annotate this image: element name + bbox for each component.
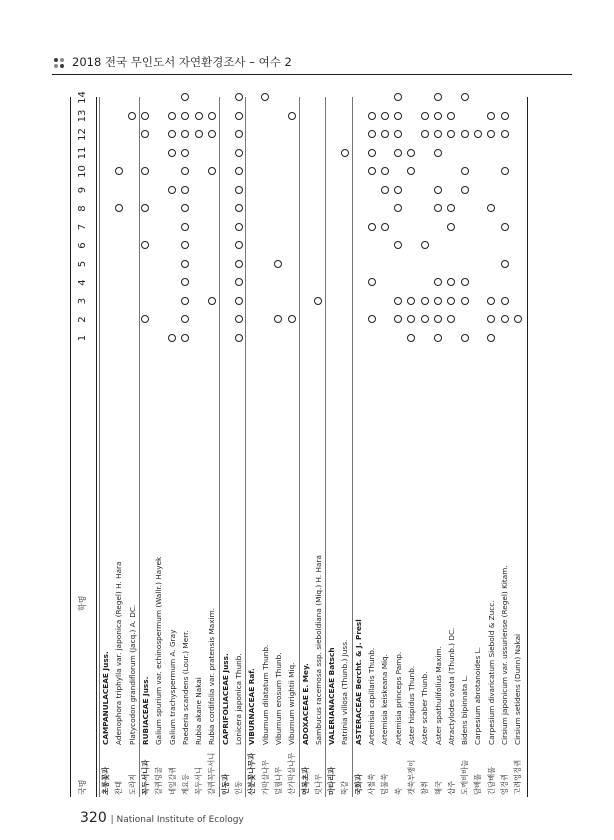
presence-circle-icon <box>368 223 376 231</box>
scientific-name: Rubia cordifolia var. pratensis Maxim. <box>207 607 217 745</box>
scientific-name: Carpesium abrotanoides L. <box>473 646 483 745</box>
scientific-name: Adenophora triphylla var. japonica (Regel) H. Hara <box>114 561 124 745</box>
presence-circle-icon <box>487 112 495 120</box>
presence-circle-icon <box>501 112 509 120</box>
presence-circle-icon <box>168 149 176 157</box>
presence-circle-icon <box>434 205 442 213</box>
species-row <box>127 97 139 797</box>
presence-circle-icon <box>434 279 442 287</box>
site-column-1: 1 <box>77 334 88 342</box>
presence-circle-icon <box>434 149 442 157</box>
site-column-7: 7 <box>77 223 88 231</box>
presence-circle-icon <box>368 131 376 139</box>
presence-circle-icon <box>461 334 469 342</box>
scientific-name: Artemisia princeps Pamp. <box>393 651 403 745</box>
presence-circle-icon <box>274 316 282 324</box>
presence-circle-icon <box>407 149 415 157</box>
presence-circle-icon <box>381 168 389 176</box>
scientific-name: Platycodon grandiflorum (Jacq.) A. DC. <box>127 604 137 745</box>
presence-circle-icon <box>461 131 469 139</box>
scientific-name: Viburnum erosum Thunb. <box>273 652 283 745</box>
presence-circle-icon <box>381 131 389 139</box>
header-dots-icon <box>54 58 66 68</box>
presence-circle-icon <box>181 168 189 176</box>
presence-circle-icon <box>487 131 495 139</box>
site-column-12: 12 <box>77 128 88 141</box>
header-title: 2018 전국 무인도서 자연환경조사 – 여수 2 <box>72 55 292 69</box>
family-row <box>326 97 338 797</box>
scientific-name: Lonicera japonica Thunb. <box>234 653 243 745</box>
presence-circle-icon <box>394 112 402 120</box>
presence-circle-icon <box>461 168 469 176</box>
page-number: 320 <box>80 810 107 826</box>
species-row <box>273 97 285 797</box>
species-row <box>206 97 218 797</box>
species-row <box>446 97 458 797</box>
page-footer <box>80 810 244 826</box>
presence-circle-icon <box>288 112 296 120</box>
korean-name: 인동과 <box>220 773 230 795</box>
species-row <box>233 97 245 797</box>
presence-circle-icon <box>235 186 243 194</box>
scientific-name: ASTERACEAE Bercht. & J. Presl <box>353 619 363 745</box>
presence-circle-icon <box>434 297 442 305</box>
site-column-9: 9 <box>77 186 88 194</box>
presence-circle-icon <box>421 112 429 120</box>
presence-circle-icon <box>168 131 176 139</box>
scientific-name: CAMPANULACEAE Juss. <box>101 651 110 745</box>
korean-name: 덤불쑥 <box>380 773 390 795</box>
presence-circle-icon <box>461 94 469 102</box>
presence-circle-icon <box>235 223 243 231</box>
korean-name: 국화과 <box>353 773 363 795</box>
presence-circle-icon <box>235 260 243 268</box>
presence-circle-icon <box>208 168 216 176</box>
species-row <box>153 97 165 797</box>
presence-circle-icon <box>461 279 469 287</box>
scientific-name: Artemisia capillaris Thunb. <box>367 647 376 745</box>
rotated-table-container <box>70 91 544 797</box>
presence-circle-icon <box>421 297 429 305</box>
species-row <box>499 97 511 797</box>
presence-circle-icon <box>447 131 455 139</box>
column-header-scientific: 학명 <box>78 595 87 611</box>
korean-name: 사철쑥 <box>367 773 376 795</box>
presence-circle-icon <box>168 112 176 120</box>
korean-name: 네잎갈퀴 <box>167 766 177 795</box>
scientific-name: Aster scaber Thunb. <box>420 671 430 745</box>
site-column-8: 8 <box>77 205 88 212</box>
presence-circle-icon <box>141 316 149 324</box>
scientific-name: Rubia akane Nakai <box>194 677 204 745</box>
presence-circle-icon <box>421 131 429 139</box>
korean-name: 담배풀 <box>473 773 483 795</box>
presence-circle-icon <box>195 131 203 139</box>
family-row <box>353 97 365 797</box>
presence-circle-icon <box>501 260 509 268</box>
scientific-name: Cirsium setidens (Dunn) Nakai <box>513 633 523 745</box>
korean-name: 잔대 <box>114 780 124 795</box>
korean-name: 도라지 <box>127 773 137 795</box>
table-bottom-rule <box>527 97 528 797</box>
presence-circle-icon <box>474 131 482 139</box>
presence-circle-icon <box>487 297 495 305</box>
presence-circle-icon <box>407 334 415 342</box>
presence-circle-icon <box>181 279 189 287</box>
korean-name: 산가막살나무 <box>287 752 297 795</box>
korean-name: 꼭두서니 <box>194 766 204 795</box>
presence-circle-icon <box>128 112 136 120</box>
species-row <box>379 97 391 797</box>
presence-circle-icon <box>181 205 189 213</box>
presence-circle-icon <box>368 279 376 287</box>
header-bottom-rule <box>96 97 97 797</box>
korean-name: 계요등 <box>180 773 190 795</box>
dot-icon <box>54 58 58 62</box>
presence-circle-icon <box>181 149 189 157</box>
presence-circle-icon <box>274 260 282 268</box>
presence-circle-icon <box>208 112 216 120</box>
presence-circle-icon <box>261 94 269 102</box>
presence-circle-icon <box>394 242 402 250</box>
family-row <box>220 97 232 797</box>
presence-circle-icon <box>461 186 469 194</box>
scientific-name: Artemisia keiskeana Miq. <box>380 654 390 745</box>
presence-circle-icon <box>447 297 455 305</box>
presence-circle-icon <box>434 131 442 139</box>
presence-circle-icon <box>421 242 429 250</box>
presence-circle-icon <box>235 168 243 176</box>
presence-circle-icon <box>208 297 216 305</box>
species-row <box>406 97 418 797</box>
species-table <box>70 91 544 797</box>
scientific-name: Galium trachyspermum A. Gray <box>167 629 177 745</box>
species-row <box>472 97 484 797</box>
presence-circle-icon <box>434 186 442 194</box>
species-row <box>167 97 179 797</box>
species-row <box>393 97 405 797</box>
scientific-name: Viburnum dilatatum Thunb. <box>260 644 270 745</box>
presence-circle-icon <box>181 297 189 305</box>
korean-name: 해국 <box>433 780 443 795</box>
korean-name: 산분꽃나무과 <box>247 752 257 795</box>
presence-circle-icon <box>407 316 415 324</box>
scientific-name: Patrinia villosa (Thunb.) Juss. <box>340 639 350 745</box>
presence-circle-icon <box>447 316 455 324</box>
site-column-3: 3 <box>77 297 88 305</box>
family-row <box>300 97 312 797</box>
presence-circle-icon <box>447 223 455 231</box>
presence-circle-icon <box>235 334 243 342</box>
scientific-name: Carpesium divaricatum Siebold & Zucc. <box>486 600 496 745</box>
dot-icon <box>54 64 58 68</box>
presence-circle-icon <box>368 168 376 176</box>
species-row <box>193 97 205 797</box>
presence-circle-icon <box>235 279 243 287</box>
presence-circle-icon <box>181 260 189 268</box>
scientific-name: Aster hispidus Thunb. <box>406 665 416 745</box>
presence-circle-icon <box>501 316 509 324</box>
presence-circle-icon <box>181 334 189 342</box>
species-row <box>286 97 298 797</box>
korean-name: 갯쑥부쟁이 <box>406 759 416 795</box>
presence-circle-icon <box>501 168 509 176</box>
presence-circle-icon <box>501 131 509 139</box>
presence-circle-icon <box>461 297 469 305</box>
scientific-name: Atractylodes ovata (Thunb.) DC. <box>446 627 456 745</box>
presence-circle-icon <box>235 94 243 102</box>
presence-circle-icon <box>141 205 149 213</box>
scientific-name: ADOXACEAE E. Mey. <box>300 663 310 745</box>
presence-circle-icon <box>407 297 415 305</box>
presence-circle-icon <box>501 223 509 231</box>
scientific-name: Aster spathulifolius Maxim. <box>433 646 443 745</box>
korean-name: 참취 <box>420 780 430 795</box>
presence-circle-icon <box>235 149 243 157</box>
presence-circle-icon <box>115 205 123 213</box>
column-header-korean: 국명 <box>78 779 87 795</box>
species-row <box>366 97 378 797</box>
presence-circle-icon <box>394 297 402 305</box>
presence-circle-icon <box>394 149 402 157</box>
page-header <box>52 52 572 74</box>
scientific-name: Cirsium japonicum var. ussuriense (Regel) Kitam. <box>500 565 509 745</box>
korean-name: 긴담배풀 <box>486 766 496 795</box>
species-row <box>512 97 524 797</box>
presence-circle-icon <box>368 112 376 120</box>
header-rule <box>52 74 572 75</box>
presence-circle-icon <box>141 112 149 120</box>
presence-circle-icon <box>394 316 402 324</box>
scientific-name: Sambucus racemosa ssp. sieboldiana (Miq.) H. Hara <box>313 555 323 745</box>
korean-name: 덧나무 <box>313 773 323 795</box>
species-row <box>486 97 498 797</box>
scientific-name: Galium spurium var. echinospermum (Wallr.) Hayek <box>154 556 164 745</box>
korean-name: 덜꿩나무 <box>273 766 283 795</box>
korean-name: 연복초과 <box>300 766 310 795</box>
korean-name: 삽주 <box>446 780 456 795</box>
korean-name: 뚝갈 <box>340 780 350 795</box>
site-column-13: 13 <box>77 109 88 123</box>
presence-circle-icon <box>195 112 203 120</box>
scientific-name: VIBURNACEAE Raf. <box>247 668 257 745</box>
species-row <box>313 97 325 797</box>
presence-circle-icon <box>421 316 429 324</box>
presence-circle-icon <box>487 334 495 342</box>
korean-name: 인동 <box>234 780 243 795</box>
presence-circle-icon <box>181 94 189 102</box>
presence-circle-icon <box>168 186 176 194</box>
presence-circle-icon <box>235 242 243 250</box>
presence-circle-icon <box>501 297 509 305</box>
site-column-6: 6 <box>77 242 88 249</box>
family-row <box>246 97 258 797</box>
presence-circle-icon <box>447 112 455 120</box>
presence-circle-icon <box>141 168 149 176</box>
korean-name: 쑥 <box>393 787 403 795</box>
site-column-14: 14 <box>77 91 88 104</box>
site-column-11: 11 <box>77 146 88 160</box>
presence-circle-icon <box>168 334 176 342</box>
presence-circle-icon <box>141 242 149 250</box>
presence-circle-icon <box>394 205 402 213</box>
korean-name: 꼭두서니과 <box>140 759 150 795</box>
presence-circle-icon <box>394 131 402 139</box>
presence-circle-icon <box>208 131 216 139</box>
scientific-name: RUBIACEAE Juss. <box>140 676 150 745</box>
presence-circle-icon <box>407 168 415 176</box>
species-row <box>339 97 351 797</box>
species-row <box>433 97 445 797</box>
korean-name: 엉겅퀴 <box>500 773 509 795</box>
scientific-name: Viburnum wrightii Miq. <box>287 662 297 745</box>
korean-name: 갈퀴꼭두서니 <box>207 752 217 795</box>
presence-circle-icon <box>141 131 149 139</box>
presence-circle-icon <box>235 316 243 324</box>
scientific-name: CAPRIFOLIACEAE Juss. <box>220 653 230 745</box>
presence-circle-icon <box>288 316 296 324</box>
presence-circle-icon <box>181 131 189 139</box>
presence-circle-icon <box>235 297 243 305</box>
presence-circle-icon <box>447 205 455 213</box>
scientific-name: Bidens bipinnata L. <box>460 675 470 745</box>
site-column-2: 2 <box>77 316 88 323</box>
presence-circle-icon <box>394 186 402 194</box>
presence-circle-icon <box>181 223 189 231</box>
scientific-name: Paederia scandens (Lour.) Merr. <box>180 630 190 745</box>
presence-circle-icon <box>434 94 442 102</box>
family-row <box>100 97 112 797</box>
presence-circle-icon <box>381 112 389 120</box>
presence-circle-icon <box>368 316 376 324</box>
presence-circle-icon <box>181 112 189 120</box>
presence-circle-icon <box>434 316 442 324</box>
presence-circle-icon <box>235 131 243 139</box>
site-column-10: 10 <box>77 165 88 178</box>
species-row <box>180 97 192 797</box>
site-column-5: 5 <box>77 260 88 268</box>
species-row <box>419 97 431 797</box>
korean-name: 갈퀴덩굴 <box>154 766 164 795</box>
presence-circle-icon <box>381 186 389 194</box>
presence-circle-icon <box>447 279 455 287</box>
korean-name: 도깨비바늘 <box>460 759 470 795</box>
site-column-4: 4 <box>77 279 88 286</box>
presence-circle-icon <box>487 316 495 324</box>
dot-icon <box>60 58 64 62</box>
presence-circle-icon <box>181 316 189 324</box>
presence-circle-icon <box>115 168 123 176</box>
presence-circle-icon <box>434 334 442 342</box>
presence-circle-icon <box>434 112 442 120</box>
presence-circle-icon <box>487 205 495 213</box>
presence-circle-icon <box>341 149 349 157</box>
species-row <box>113 97 125 797</box>
presence-circle-icon <box>514 316 522 324</box>
presence-circle-icon <box>181 186 189 194</box>
korean-name: 가막살나무 <box>260 759 270 795</box>
presence-circle-icon <box>394 94 402 102</box>
presence-circle-icon <box>314 297 322 305</box>
dot-icon <box>60 64 64 68</box>
species-row <box>260 97 272 797</box>
presence-circle-icon <box>381 223 389 231</box>
korean-name: 마타리과 <box>327 766 337 795</box>
korean-name: 고려엉겅퀴 <box>513 759 523 795</box>
presence-circle-icon <box>181 242 189 250</box>
presence-circle-icon <box>235 205 243 213</box>
korean-name: 초롱꽃과 <box>101 766 110 795</box>
footer-institute: | National Institute of Ecology <box>110 815 244 825</box>
presence-circle-icon <box>235 112 243 120</box>
presence-circle-icon <box>368 149 376 157</box>
species-row <box>459 97 471 797</box>
family-row <box>140 97 152 797</box>
scientific-name: VALERIANACEAE Batsch <box>327 647 337 745</box>
